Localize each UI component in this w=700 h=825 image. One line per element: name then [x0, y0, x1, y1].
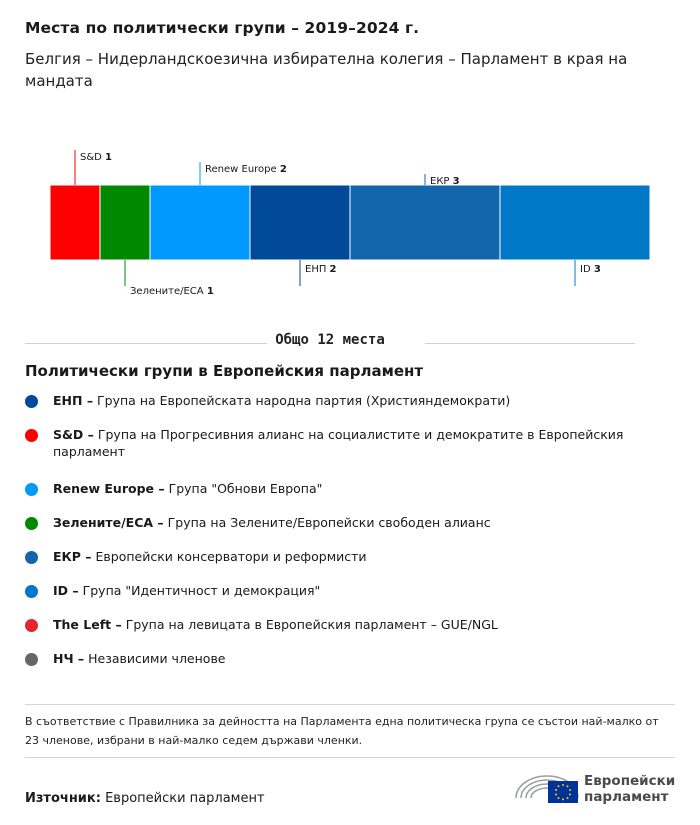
- seat-bar-chart: [0, 140, 700, 320]
- bar-segment-id: [500, 185, 650, 260]
- legend-text: [53, 548, 663, 565]
- footnote-bottom-rule: [25, 757, 675, 758]
- data-label-renew-europe: [205, 164, 287, 175]
- legend-abbr: ЕКР –: [53, 549, 92, 564]
- legend-swatch-icon: [25, 653, 38, 666]
- logo-line-2: парламент: [584, 789, 669, 805]
- bar-segment-s-d: [50, 185, 100, 260]
- total-label: Общо 12 места: [267, 332, 393, 348]
- legend-abbr: ID –: [53, 583, 79, 598]
- data-label-енп: [305, 264, 337, 275]
- bar-segment-renew-europe: [150, 185, 250, 260]
- ep-hemicycle-icon: [514, 768, 580, 808]
- legend-text: [53, 480, 663, 497]
- legend-text: [53, 426, 663, 460]
- footnote-top-rule: [25, 704, 675, 705]
- data-label-value: 3: [593, 264, 601, 275]
- legend-swatch-icon: [25, 483, 38, 496]
- source-line: [25, 791, 265, 806]
- total-seats: [25, 332, 635, 354]
- source-value: Европейски парламент: [100, 791, 265, 806]
- legend-text: [53, 582, 663, 599]
- legend-abbr: S&D –: [53, 427, 94, 442]
- legend-swatch-icon: [25, 517, 38, 530]
- data-label-s-d: [80, 152, 112, 163]
- legend-abbr: The Left –: [53, 617, 122, 632]
- chart-subtitle: Белгия – Нидерландскоезична избирателна колегия – Парламент в края на мандата: [25, 50, 628, 90]
- legend-desc: Група на Прогресивния алианс на социалистите и демократите в Европейския парламент: [53, 427, 624, 459]
- legend-desc: Група на Европейската народна партия (Християндемократи): [93, 393, 511, 408]
- legend-desc: Независими членове: [84, 651, 226, 666]
- data-label-екр: [430, 176, 460, 187]
- data-label-зелените-еса: [130, 286, 214, 297]
- legend-text: [53, 514, 663, 531]
- legend-abbr: Зелените/ЕСА –: [53, 515, 164, 530]
- legend-desc: Група "Обнови Европа": [164, 481, 323, 496]
- logo-line-1: Европейски: [584, 773, 676, 789]
- source-label: Източник:: [25, 791, 101, 806]
- legend-desc: Европейски консерватори и реформисти: [91, 549, 367, 564]
- legend-abbr: Renew Europe –: [53, 481, 165, 496]
- legend-abbr: НЧ –: [53, 651, 85, 666]
- legend-swatch-icon: [25, 395, 38, 408]
- data-label-group: Зелените/ЕСА: [130, 286, 207, 297]
- data-label-id: [580, 264, 601, 275]
- data-label-value: 1: [105, 152, 112, 163]
- data-label-value: 1: [206, 286, 214, 297]
- legend-desc: Група на левицата в Европейския парламент – GUE/NGL: [121, 617, 498, 632]
- ep-logo: [514, 768, 684, 808]
- data-label-group: ЕКР: [430, 176, 453, 187]
- bar-segment-енп: [250, 185, 350, 260]
- legend-text: [53, 392, 663, 409]
- data-label-group: S&D: [80, 152, 106, 163]
- data-label-value: 3: [452, 176, 460, 187]
- legend-abbr: ЕНП –: [53, 393, 94, 408]
- footnote: В съответствие с Правилника за дейността на Парламента една политическа група се състои най-малко от 23 членове, избрани в най-малко седем държави членки.: [25, 715, 659, 747]
- data-label-group: ID: [580, 264, 594, 275]
- legend-swatch-icon: [25, 551, 38, 564]
- legend-text: [53, 650, 663, 667]
- data-label-value: 2: [279, 164, 287, 175]
- bar-segment-зелените-еса: [100, 185, 150, 260]
- legend-swatch-icon: [25, 585, 38, 598]
- legend-title: Политически групи в Европейския парламент: [25, 362, 424, 380]
- legend-swatch-icon: [25, 429, 38, 442]
- legend-swatch-icon: [25, 619, 38, 632]
- page-title: Места по политически групи – 2019–2024 г.: [25, 19, 420, 37]
- legend-desc: Група "Идентичност и демокрация": [78, 583, 321, 598]
- bar-segment-екр: [350, 185, 500, 260]
- legend-desc: Група на Зелените/Европейски свободен алианс: [163, 515, 491, 530]
- data-label-value: 2: [329, 264, 337, 275]
- legend-text: [53, 616, 663, 633]
- data-label-group: Renew Europe: [205, 164, 280, 175]
- data-label-group: ЕНП: [305, 264, 330, 275]
